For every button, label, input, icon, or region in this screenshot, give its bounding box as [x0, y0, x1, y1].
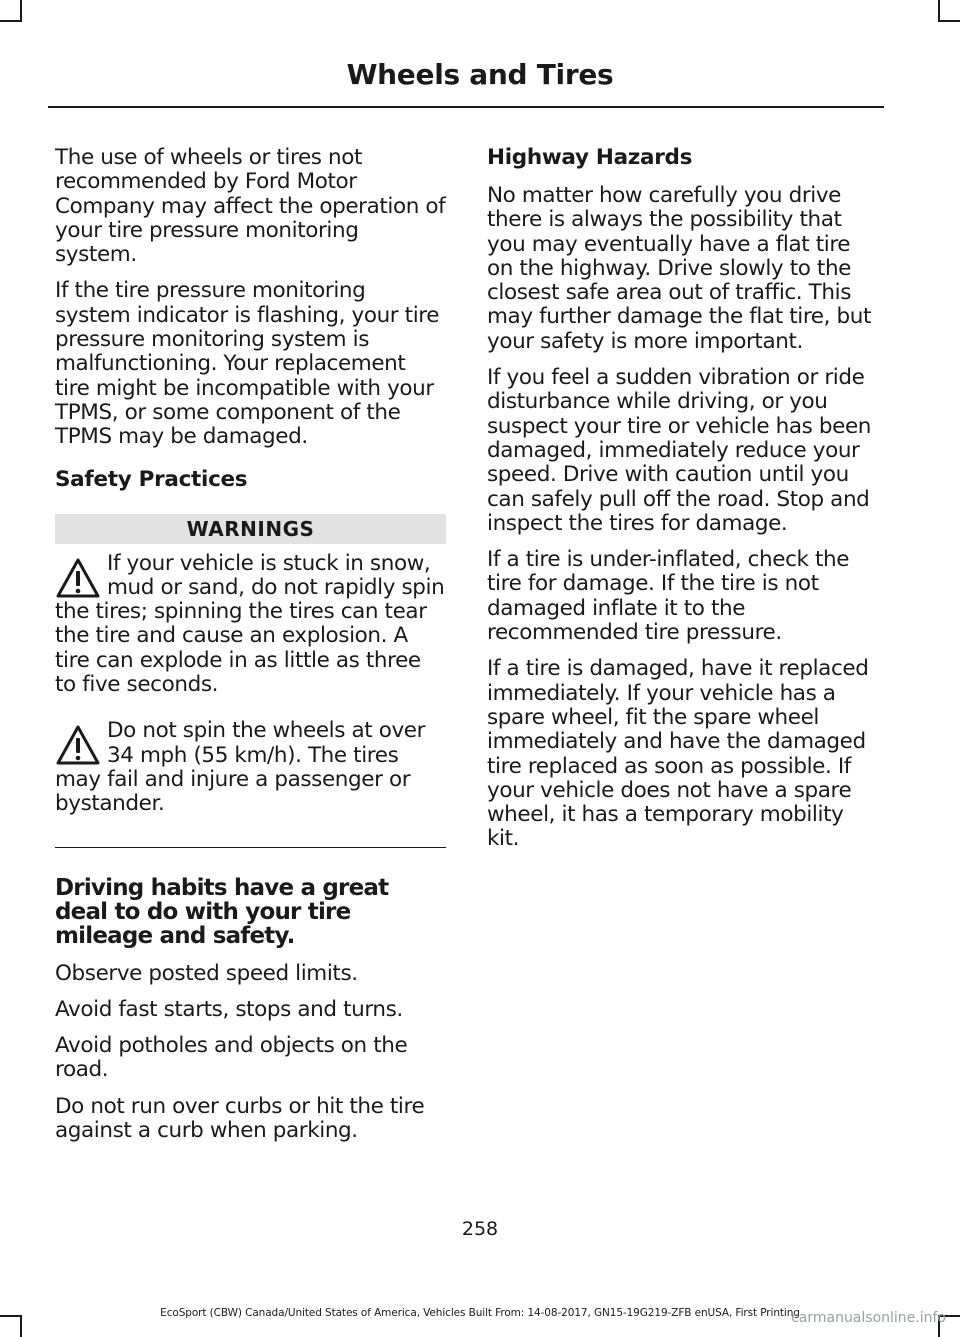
crop-mark	[938, 0, 940, 22]
warnings-bar: WARNINGS	[55, 514, 446, 544]
warning-item	[55, 552, 446, 698]
header-divider	[48, 106, 884, 108]
warnings-divider	[55, 847, 446, 848]
section-heading-highway-hazards: Highway Hazards	[487, 145, 693, 170]
paragraph: No matter how carefully you drive there is always the possibility that you may eventually have a flat tire on the highway. Drive slowly to the closest safe area out of traffic. This may further damage the flat tire, but your safety is more important.	[487, 183, 871, 354]
paragraph: Avoid potholes and objects on the road.	[55, 1033, 408, 1083]
paragraph: If you feel a sudden vibration or ride disturbance while driving, or you suspect your tire or vehicle has been damaged, immediately reduce your speed. Drive with caution until you can safely pull off the road. Stop and inspect the tires for damage.	[487, 365, 872, 536]
warning-text: Do not spin the wheels at over 34 mph (55 km/h). The tires may fail and injure a passenger or bystander.	[55, 718, 426, 817]
warning-text: If your vehicle is stuck in snow, mud or sand, do not rapidly spin the tires; spinning the tires can tear the tire and cause an explosion. A tire can explode in as little as three to five seconds.	[55, 550, 445, 698]
paragraph: Observe posted speed limits.	[55, 960, 358, 986]
page-number: 258	[461, 1218, 499, 1240]
footer-text: EcoSport (CBW) Canada/United States of America, Vehicles Built From: 14-08-2017, GN15-19G219-ZFB enUSA, First Printing	[160, 1307, 800, 1319]
paragraph: Avoid fast starts, stops and turns.	[55, 996, 403, 1022]
section-heading-safety: Safety Practices	[55, 466, 248, 492]
crop-mark	[20, 0, 22, 22]
warning-triangle-icon	[55, 556, 101, 600]
crop-mark	[938, 20, 960, 22]
paragraph: If the tire pressure monitoring system indicator is flashing, your tire pressure monitoring system is malfunctioning. Your replacement tire might be incompatible with your TPMS, or some component of the TPMS may be damaged.	[55, 278, 440, 450]
paragraph: If a tire is under-inflated, check the tire for damage. If the tire is not damaged inflate it to the recommended tire pressure.	[487, 547, 850, 646]
paragraph: The use of wheels or tires not recommended by Ford Motor Company may affect the operation of your tire pressure monitoring system.	[55, 145, 446, 268]
crop-mark	[0, 20, 22, 22]
page-title: Wheels and Tires	[346, 58, 614, 91]
warning-triangle-icon	[55, 723, 101, 767]
right-column	[487, 146, 880, 864]
warning-item	[55, 719, 446, 816]
paragraph: If a tire is damaged, have it replaced immediately. If your vehicle has a spare wheel, fit the spare wheel immediately and have the damaged tire replaced as soon as possible. If your vehicle does not have a spare wheel, it has a temporary mobility kit.	[487, 656, 869, 852]
watermark[interactable]: carmanualsonline.info	[791, 1310, 946, 1326]
left-column	[55, 146, 446, 1155]
section-heading-habits: Driving habits have a great deal to do with your tire mileage and safety.	[55, 874, 389, 949]
paragraph: Do not run over curbs or hit the tire against a curb when parking.	[55, 1093, 425, 1144]
